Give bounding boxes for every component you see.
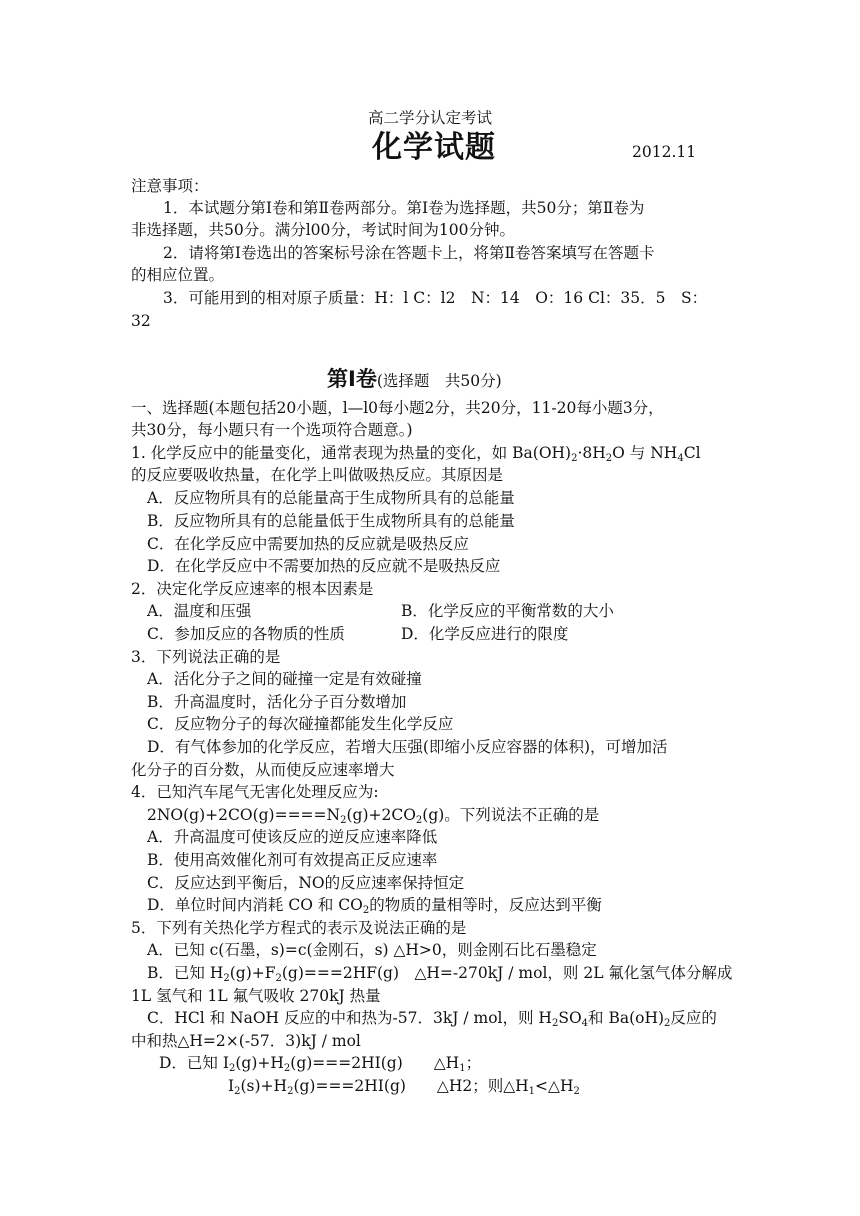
q2-option-c: C．参加反应的各物质的性质 (147, 625, 345, 643)
q5-stem: 5．下列有关热化学方程式的表示及说法正确的是 (131, 919, 467, 937)
q3-stem: 3．下列说法正确的是 (131, 648, 281, 666)
q1-option-d: D．在化学反应中不需要加热的反应就不是吸热反应 (147, 557, 501, 575)
q2-option-b: B．化学反应的平衡常数的大小 (401, 602, 614, 620)
exam-subtitle: 高二学分认定考试 (367, 109, 492, 127)
section-1-title-main: 第Ⅰ卷 (327, 367, 377, 391)
q5-option-c: C．HCl 和 NaOH 反应的中和热为-57．3kJ / mol，则 $H_2SO_4$和 $Ba(oH)_2$反应的 (147, 1009, 717, 1029)
q2-option-d: D．化学反应进行的限度 (401, 625, 569, 643)
notice-item-3-cont: 32 (131, 312, 151, 330)
exam-title: 化学试题 (372, 130, 496, 165)
q4-equation: $2NO(g)+2CO(g)====N_2(g)+2CO_2(g)$。下列说法不正确的是 (147, 806, 600, 826)
section-1-instructions-cont: 共30分，每小题只有一个选项符合题意。) (131, 421, 413, 439)
q4-option-c: C．反应达到平衡后，NO的反应速率保持恒定 (147, 874, 465, 892)
section-1-title-note: (选择题 共50分) (376, 372, 502, 390)
q5-option-d-cont: $I_2(s)+H_2(g)===2HI(g)$ △H2；则$\triangle H_1<\triangle H_2$ (228, 1077, 580, 1097)
q1-stem: 1. 化学反应中的能量变化，通常表现为热量的变化，如 $Ba(OH)_2\cdot 8H_2O$ 与 $NH_4Cl$ (131, 444, 701, 464)
q4-option-b: B．使用高效催化剂可有效提高正反应速率 (147, 851, 438, 869)
notice-item-1-cont: 非选择题，共50分。满分l00分，考试时间为100分钟。 (131, 221, 515, 239)
q3-option-a: A．活化分子之间的碰撞一定是有效碰撞 (147, 670, 422, 688)
q5-option-a: A．已知 c(石墨，s)=c(金刚石，s) △H>0，则金刚石比石墨稳定 (147, 941, 597, 959)
q2-option-a: A．温度和压强 (147, 602, 252, 620)
q1-option-c: C．在化学反应中需要加热的反应就是吸热反应 (147, 535, 469, 553)
q3-option-d: D．有气体参加的化学反应，若增大压强(即缩小反应容器的体积)，可增加活 (147, 738, 668, 756)
notice-heading: 注意事项： (131, 177, 209, 195)
q4-option-a: A．升高温度可使该反应的逆反应速率降低 (147, 828, 438, 846)
q3-option-d-cont: 化分子的百分数，从而使反应速率增大 (131, 761, 395, 779)
section-1-instructions: 一、选择题(本题包括20小题，l—l0每小题2分，共20分，11-20每小题3分， (131, 399, 664, 417)
q1-option-b: B．反应物所具有的总能量低于生成物所具有的总能量 (147, 512, 515, 530)
q4-option-d: D．单位时间内消耗 CO 和 $CO_2$的物质的量相等时，反应达到平衡 (147, 896, 602, 916)
section-1-title (327, 363, 502, 393)
notice-item-2-cont: 的相应位置。 (131, 266, 225, 284)
q1-stem-cont: 的反应要吸收热量，在化学上叫做吸热反应。其原因是 (131, 466, 504, 484)
notice-item-2: 2．请将第Ⅰ卷选出的答案标号涂在答题卡上，将第Ⅱ卷答案填写在答题卡 (163, 244, 655, 262)
q3-option-b: B．升高温度时，活化分子百分数增加 (147, 693, 407, 711)
notice-item-3: 3．可能用到的相对原子质量：H：l C：l2 N：14 O：16 Cl：35．5 S： (163, 289, 708, 307)
q5-option-b-cont: 1L 氢气和 1L 氟气吸收 270kJ 热量 (131, 987, 381, 1005)
q1-option-a: A．反应物所具有的总能量高于生成物所具有的总能量 (147, 489, 515, 507)
q2-stem: 2．决定化学反应速率的根本因素是 (131, 580, 374, 598)
q5-option-c-cont: 中和热△H=2×(-57．3)kJ / mol (131, 1032, 361, 1050)
q3-option-c: C．反应物分子的每次碰撞都能发生化学反应 (147, 715, 454, 733)
exam-date: 2012.11 (632, 143, 697, 161)
q5-option-d: D．已知 $I_2(g)+H_2(g)===2HI(g)$ $\triangle H_1$； (159, 1054, 482, 1074)
q4-stem: 4．已知汽车尾气无害化处理反应为: (131, 783, 379, 801)
q5-option-b: B．已知 $H_2(g)+F_2(g)===2HF(g)$ △H=-270kJ / mol，则 2L 氟化氢气体分解成 (147, 964, 733, 984)
notice-item-1: 1．本试题分第Ⅰ卷和第Ⅱ卷两部分。第Ⅰ卷为选择题，共50分；第Ⅱ卷为 (163, 199, 645, 217)
